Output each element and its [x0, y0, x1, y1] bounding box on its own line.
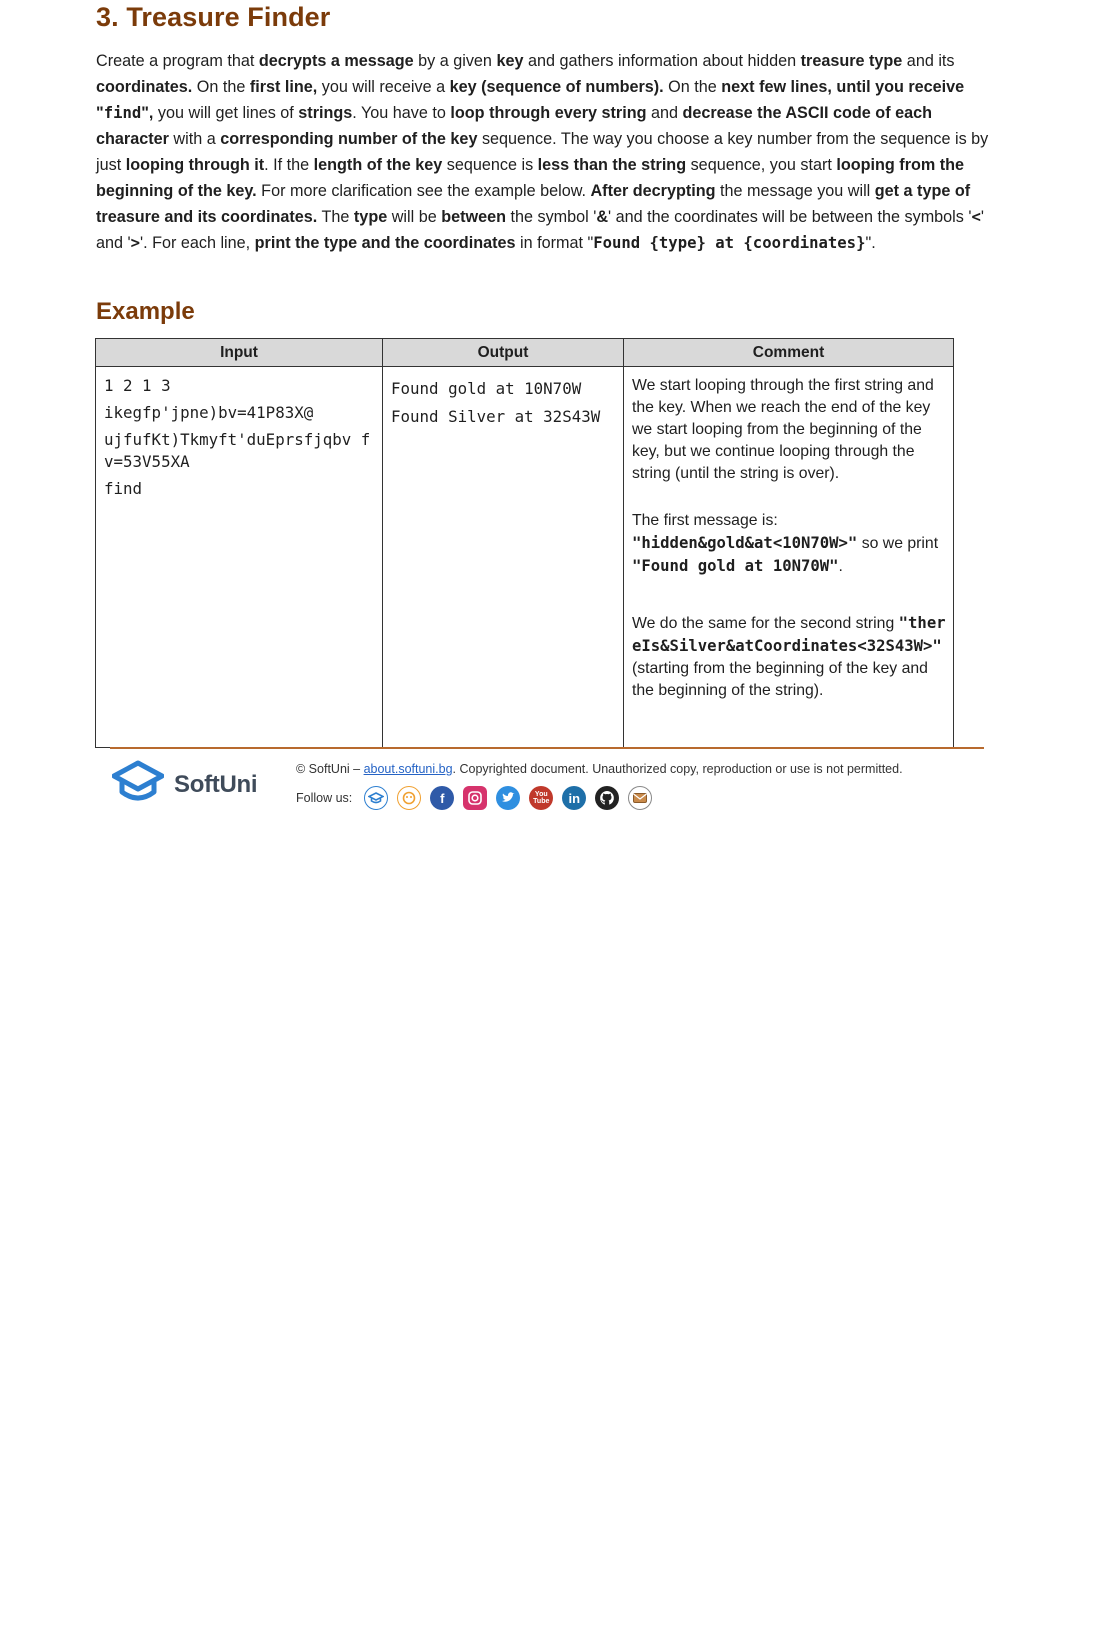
copyright-notice: © SoftUni – about.softuni.bg. Copyrighted document. Unauthorized copy, reproduction or use is not permitted.	[296, 762, 903, 776]
page-title: 3. Treasure Finder	[96, 2, 331, 32]
input-line: find	[104, 479, 143, 498]
follow-label: Follow us:	[296, 791, 353, 805]
graduation-cap-icon	[112, 760, 164, 809]
table-header-row	[96, 339, 954, 367]
softuni-logo[interactable]	[112, 760, 257, 809]
about-link[interactable]: about.softuni.bg	[363, 762, 453, 776]
output-header: Output	[383, 339, 624, 367]
output-line: Found Silver at 32S43W	[391, 407, 601, 426]
example-heading: Example	[96, 298, 195, 325]
comment-cell	[624, 367, 954, 748]
comment-paragraph: The first message is: "hidden&gold&at<10N70W>" so we print "Found gold at 10N70W".	[632, 512, 939, 575]
github-icon[interactable]	[595, 786, 619, 810]
linkedin-icon[interactable]: in	[562, 786, 586, 810]
footer-divider	[110, 747, 984, 749]
logo-text: SoftUni	[174, 770, 258, 798]
email-icon[interactable]	[628, 786, 652, 810]
follow-us	[296, 786, 652, 810]
comment-paragraph: We do the same for the second string "thereIs&Silver&atCoordinates<32S43W>"(starting from the beginning of the key and the beginning of the string).	[632, 614, 946, 699]
input-cell	[96, 367, 383, 748]
example-table	[95, 338, 954, 748]
comment-header: Comment	[624, 339, 954, 367]
output-cell	[383, 367, 624, 748]
output-line: Found gold at 10N70W	[391, 379, 582, 398]
youtube-icon[interactable]: You Tube	[529, 786, 553, 810]
input-line: ujfufKt)Tkmyft'duEprsfjqbv fv=53V55XA	[104, 430, 371, 471]
input-header: Input	[96, 339, 383, 367]
task-description: Create a program that decrypts a message by a given key and gathers information about hidden treasure type and its coordinates. On the first line, you will receive a key (sequence of numbers). On the next few lines, until you receive "find", you will get lines of strings. You have to loop through every string and decrease the ASCII code of each character with a corresponding number of the key sequence. The way you choose a key number from the sequence is by just looping through it. If the length of the key sequence is less than the string sequence, you start looping from the beginning of the key. For more clarification see the example below. After decrypting the message you will get a type of treasure and its coordinates. The type will be between the symbol '&' and the coordinates will be between the symbols '<' and '>'. For each line, print the type and the coordinates in format "Found {type} at {coordinates}".	[96, 52, 989, 252]
table-row	[96, 367, 954, 748]
comment-paragraph: We start looping through the first string and the key. When we reach the end of the key we start looping from the beginning of the key, but we continue looping through the string (until the string is over).	[632, 377, 934, 482]
twitter-icon[interactable]	[496, 786, 520, 810]
softuni-icon[interactable]	[364, 786, 388, 810]
instagram-icon[interactable]	[463, 786, 487, 810]
input-line: ikegfp'jpne)bv=41P83X@	[104, 403, 314, 422]
input-line: 1 2 1 3	[104, 376, 171, 395]
facebook-icon[interactable]: f	[430, 786, 454, 810]
softuni-kids-icon[interactable]	[397, 786, 421, 810]
